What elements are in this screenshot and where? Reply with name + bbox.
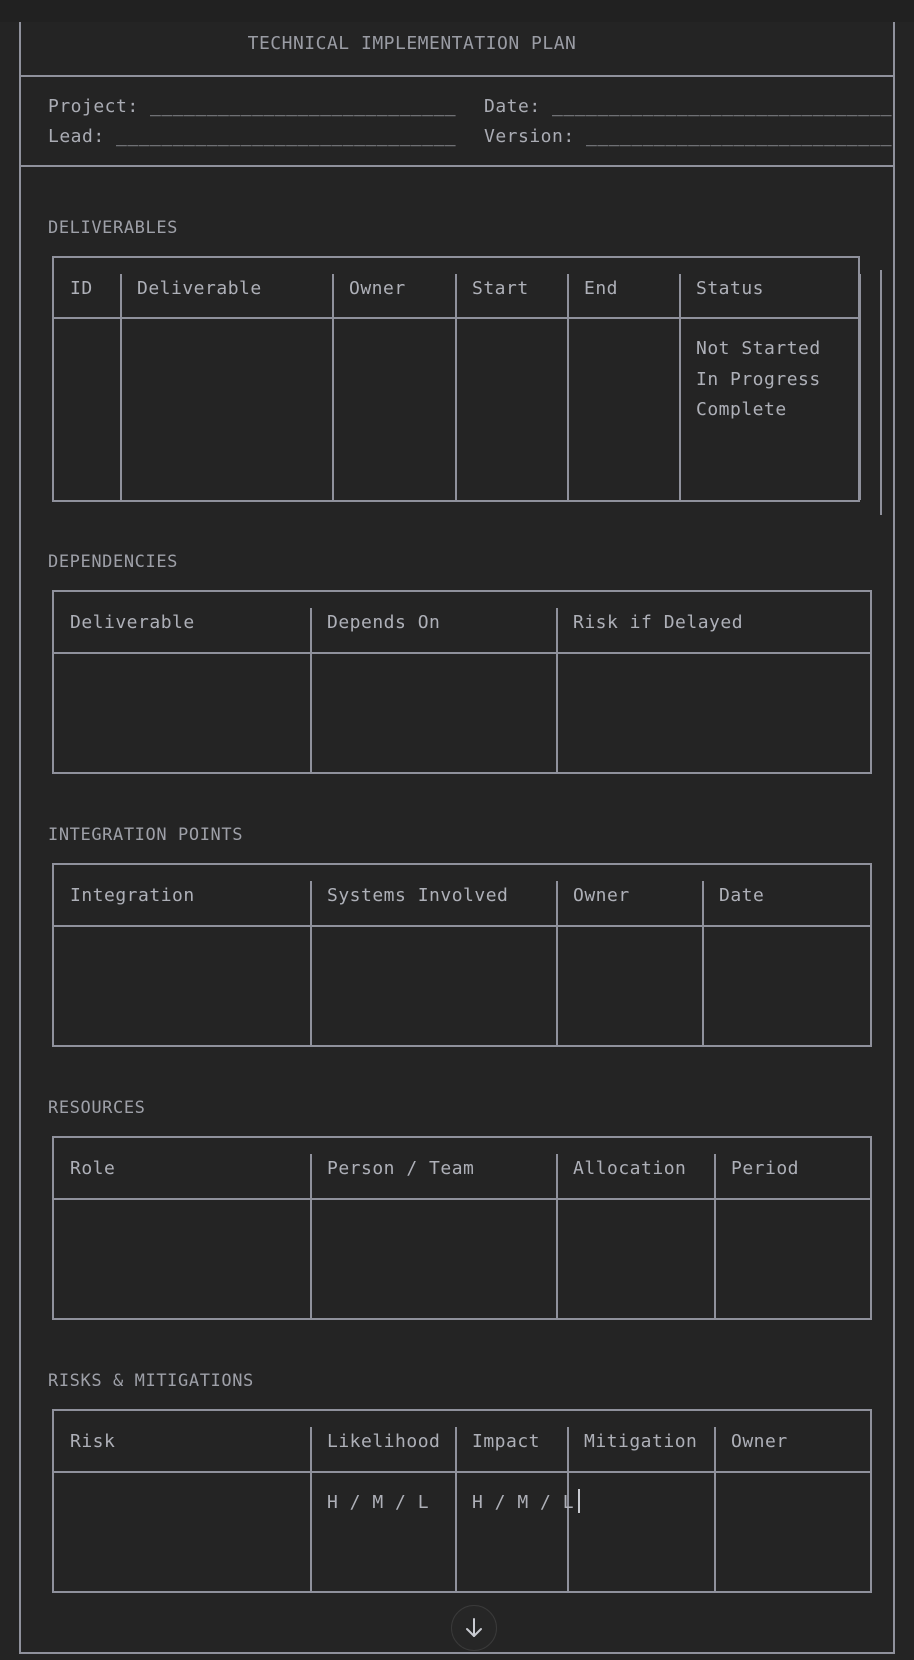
- col-header-impact: Impact: [472, 1431, 541, 1452]
- col-header-id: ID: [70, 278, 93, 299]
- scroll-down-button[interactable]: [451, 1605, 497, 1651]
- col-header-risk-if-delayed: Risk if Delayed: [573, 612, 744, 633]
- col-header-allocation: Allocation: [573, 1158, 687, 1179]
- text-cursor: [578, 1489, 580, 1513]
- col-header-status: Status: [696, 278, 765, 299]
- column-divider: [120, 274, 122, 500]
- version-field[interactable]: Version: ___________________________: [484, 126, 893, 147]
- col-header-owner: Owner: [349, 278, 406, 299]
- impact-scale: H / M / L: [472, 1492, 575, 1513]
- column-divider: [556, 608, 558, 772]
- risks-heading: RISKS & MITIGATIONS: [48, 1371, 254, 1391]
- status-option-in-progress: In Progress: [696, 369, 821, 390]
- date-field[interactable]: Date: ______________________________: [484, 96, 893, 117]
- likelihood-scale: H / M / L: [327, 1492, 430, 1513]
- deliverables-table: [52, 256, 860, 502]
- table-header-divider: [54, 1471, 870, 1473]
- col-header-owner: Owner: [573, 885, 630, 906]
- col-header-systems-involved: Systems Involved: [327, 885, 509, 906]
- column-divider: [556, 1154, 558, 1318]
- resources-heading: RESOURCES: [48, 1098, 146, 1118]
- column-divider: [310, 1154, 312, 1318]
- table-header-divider: [54, 652, 870, 654]
- meta-divider: [19, 165, 895, 167]
- col-header-likelihood: Likelihood: [327, 1431, 441, 1452]
- col-header-end: End: [584, 278, 619, 299]
- col-header-risk: Risk: [70, 1431, 116, 1452]
- frame-left-border: [19, 22, 21, 1654]
- col-header-start: Start: [472, 278, 529, 299]
- column-divider: [679, 274, 681, 500]
- frame-right-border: [893, 22, 895, 1654]
- column-divider: [455, 1427, 457, 1591]
- column-divider: [556, 881, 558, 1045]
- integration-table: [52, 863, 872, 1047]
- lead-field[interactable]: Lead: ______________________________: [48, 126, 457, 147]
- status-option-not-started: Not Started: [696, 338, 821, 359]
- col-header-date: Date: [719, 885, 765, 906]
- col-header-mitigation: Mitigation: [584, 1431, 698, 1452]
- col-header-period: Period: [731, 1158, 800, 1179]
- dependencies-table: [52, 590, 872, 774]
- column-divider: [714, 1427, 716, 1591]
- col-header-deliverable: Deliverable: [137, 278, 262, 299]
- table-header-divider: [54, 925, 870, 927]
- arrow-down-icon: [464, 1617, 484, 1639]
- table-overflow-edge: [880, 270, 882, 515]
- header-divider: [19, 75, 895, 77]
- col-header-deliverable: Deliverable: [70, 612, 195, 633]
- frame-bottom-border: [19, 1652, 895, 1654]
- column-divider: [332, 274, 334, 500]
- column-divider: [310, 881, 312, 1045]
- resources-table: [52, 1136, 872, 1320]
- column-divider: [455, 274, 457, 500]
- project-field[interactable]: Project: ___________________________: [48, 96, 457, 117]
- col-header-role: Role: [70, 1158, 116, 1179]
- column-divider: [714, 1154, 716, 1318]
- table-header-divider: [54, 1198, 870, 1200]
- top-bar: [0, 0, 914, 22]
- column-divider: [859, 274, 861, 500]
- col-header-depends-on: Depends On: [327, 612, 441, 633]
- column-divider: [567, 274, 569, 500]
- integration-heading: INTEGRATION POINTS: [48, 825, 244, 845]
- dependencies-heading: DEPENDENCIES: [48, 552, 179, 572]
- column-divider: [310, 1427, 312, 1591]
- risks-table: [52, 1409, 872, 1593]
- status-option-complete: Complete: [696, 399, 787, 420]
- col-header-person-team: Person / Team: [327, 1158, 475, 1179]
- document-title: TECHNICAL IMPLEMENTATION PLAN: [247, 33, 577, 54]
- col-header-integration: Integration: [70, 885, 195, 906]
- deliverables-heading: DELIVERABLES: [48, 218, 179, 238]
- column-divider: [310, 608, 312, 772]
- column-divider: [702, 881, 704, 1045]
- col-header-owner: Owner: [731, 1431, 788, 1452]
